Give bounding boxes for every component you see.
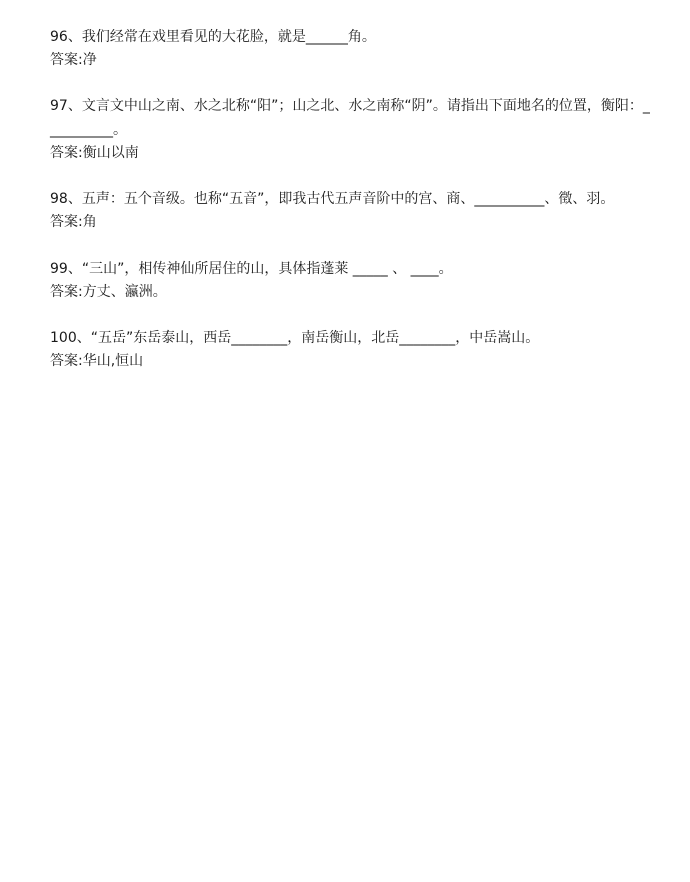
question-98 (50, 187, 650, 233)
answer-text: 答案:方丈、瀛洲。 (50, 284, 167, 300)
answer-text: 答案:衡山以南 (50, 145, 139, 161)
question-99 (50, 257, 650, 303)
answer-text: 答案:净 (50, 52, 97, 68)
question-97 (50, 94, 650, 164)
question-96 (50, 25, 650, 71)
question-text: 96、我们经常在戏里看见的大花脸，就是______角。 (50, 29, 376, 45)
question-text: 97、文言文中山之南、水之北称“阳”；山之北、水之南称“阴”。请指出下面地名的位置，衡阳：__________。 (50, 98, 650, 138)
answer-text: 答案:角 (50, 214, 97, 230)
question-text: 99、“三山”，相传神仙所居住的山，具体指蓬莱 _____ 、 ____。 (50, 261, 453, 277)
answer-text: 答案:华山,恒山 (50, 353, 144, 369)
question-text: 100、“五岳”东岳泰山，西岳________，南岳衡山，北岳________，中岳嵩山。 (50, 330, 540, 346)
question-100 (50, 326, 650, 372)
question-text: 98、五声：五个音级。也称“五音”，即我古代五声音阶中的宫、商、__________、徵、羽。 (50, 191, 615, 207)
